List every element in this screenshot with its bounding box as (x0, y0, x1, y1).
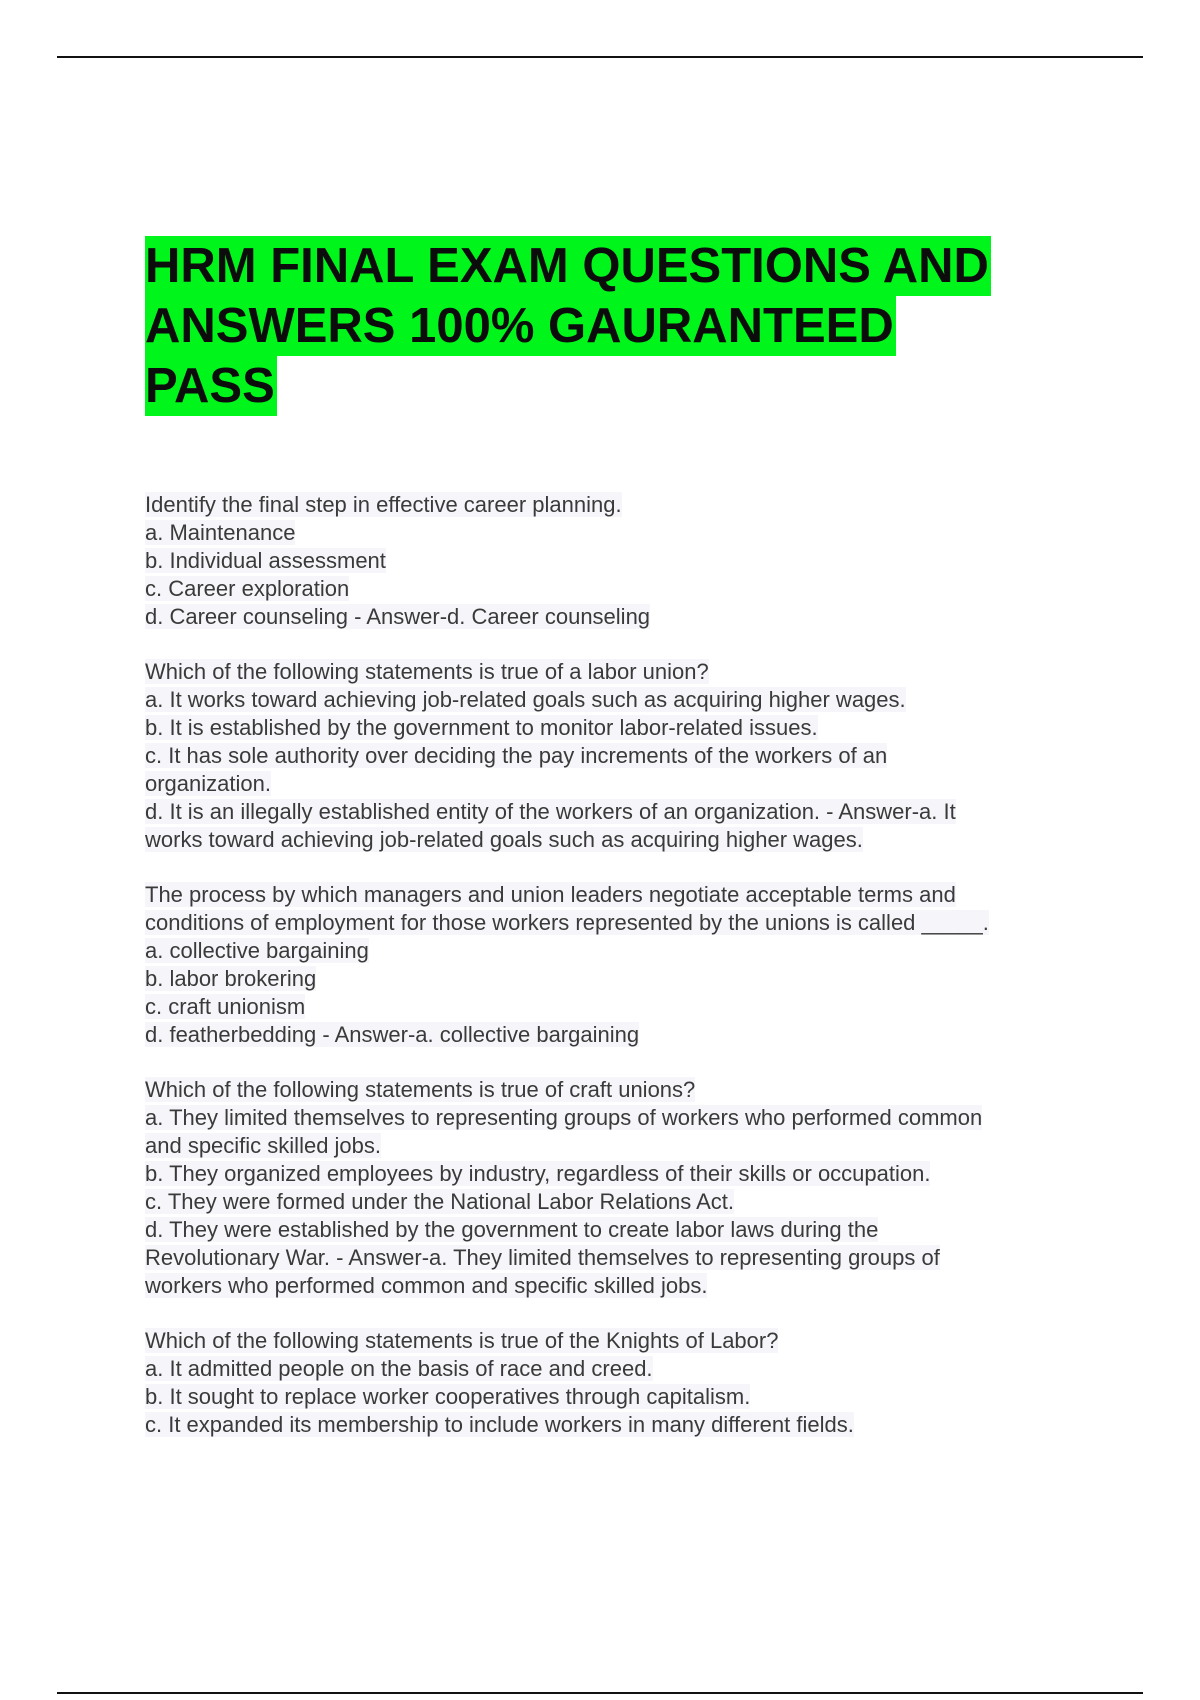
option-line: b. It is established by the government to monitor labor-related issues. (145, 715, 818, 740)
option-line: c. They were formed under the National Labor Relations Act. (145, 1189, 735, 1214)
question-text: Which of the following statements is true of craft unions? (145, 1077, 696, 1102)
option-line: a. Maintenance (145, 520, 296, 545)
option-line: d. They were established by the government to create labor laws during the (145, 1217, 879, 1242)
title-line: PASS (145, 356, 277, 416)
option-line: b. It sought to replace worker cooperatives through capitalism. (145, 1384, 751, 1409)
question-block (145, 1076, 1085, 1300)
option-line: a. They limited themselves to representing groups of workers who performed common (145, 1105, 983, 1130)
option-answer-line: Revolutionary War. - Answer-a. They limited themselves to representing groups of (145, 1245, 940, 1270)
document-title (145, 236, 1065, 416)
option-line: b. Individual assessment (145, 548, 386, 573)
question-block (145, 658, 1085, 854)
question-text: Which of the following statements is true of the Knights of Labor? (145, 1328, 779, 1353)
question-text: Identify the final step in effective career planning. (145, 492, 622, 517)
option-line: and specific skilled jobs. (145, 1133, 382, 1158)
option-line: c. It has sole authority over deciding the pay increments of the workers of an (145, 743, 888, 768)
question-block (145, 1327, 1085, 1439)
question-text: Which of the following statements is true of a labor union? (145, 659, 709, 684)
option-answer-line: d. It is an illegally established entity of the workers of an organization. - Answer-a. It (145, 799, 956, 824)
top-rule (57, 56, 1143, 58)
option-line: b. They organized employees by industry, regardless of their skills or occupation. (145, 1161, 931, 1186)
option-answer-line: d. featherbedding - Answer-a. collective bargaining (145, 1022, 640, 1047)
question-block (145, 881, 1085, 1049)
title-line: HRM FINAL EXAM QUESTIONS AND (145, 236, 991, 296)
option-line: c. craft unionism (145, 994, 306, 1019)
option-answer-line: d. Career counseling - Answer-d. Career counseling (145, 604, 651, 629)
option-line: a. It admitted people on the basis of race and creed. (145, 1356, 653, 1381)
title-line: ANSWERS 100% GAURANTEED (145, 296, 896, 356)
option-answer-line: works toward achieving job-related goals such as acquiring higher wages. (145, 827, 863, 852)
option-line: a. It works toward achieving job-related goals such as acquiring higher wages. (145, 687, 906, 712)
question-text: The process by which managers and union leaders negotiate acceptable terms and (145, 882, 956, 907)
option-line: c. Career exploration (145, 576, 350, 601)
question-text: conditions of employment for those workers represented by the unions is called _____. (145, 910, 989, 935)
bottom-rule (57, 1692, 1143, 1694)
option-line: b. labor brokering (145, 966, 317, 991)
option-answer-line: workers who performed common and specific skilled jobs. (145, 1273, 708, 1298)
option-line: c. It expanded its membership to include workers in many different fields. (145, 1412, 854, 1437)
question-block (145, 491, 1085, 631)
questions-list (145, 491, 1085, 1466)
option-line: organization. (145, 771, 271, 796)
option-line: a. collective bargaining (145, 938, 369, 963)
